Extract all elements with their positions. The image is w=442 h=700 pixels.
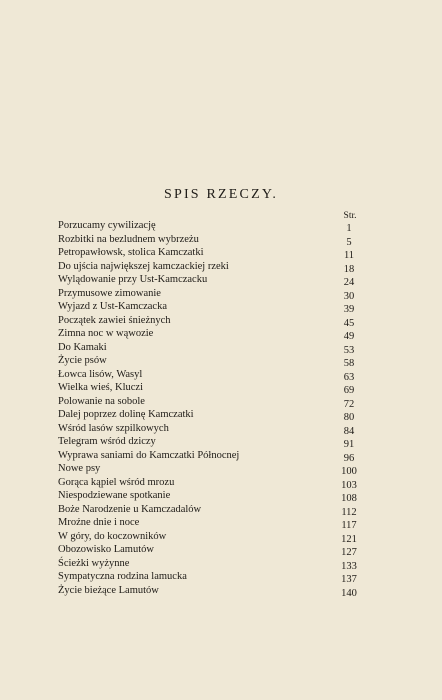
- toc-entry-title: Ścieżki wyżynne: [58, 557, 130, 569]
- toc-entry: [58, 273, 362, 287]
- toc-entry-title: Wylądowanie przy Ust-Kamczacku: [58, 274, 208, 285]
- toc-entry-title: Wyjazd z Ust-Kamczacka: [58, 301, 167, 312]
- toc-entry-page-number: 18: [343, 263, 355, 275]
- toc-entry-page-number: 133: [341, 560, 357, 572]
- toc-entry-title: Gorąca kąpiel wśród mrozu: [58, 476, 175, 488]
- toc-entry-page-number: 49: [343, 331, 355, 342]
- toc-entry-title: Sympatyczna rodzina lamucka: [58, 571, 187, 582]
- toc-entry-title: Do ujścia największej kamczackiej rzeki: [58, 260, 229, 272]
- toc-entry-title: Dalej poprzez dolinę Kamczatki: [58, 409, 194, 420]
- toc-entry-title: Zimna noc w wąwozie: [58, 328, 154, 339]
- toc-entry-page-number: 91: [343, 439, 355, 450]
- toc-entry-page-number: 140: [341, 587, 357, 599]
- toc-entry: [58, 584, 362, 598]
- toc-entry-page-number: 58: [343, 358, 355, 369]
- toc-entry: [58, 327, 362, 341]
- page-title: SPIS RZECZY.: [163, 187, 279, 202]
- toc-entry: [58, 476, 362, 490]
- toc-entry-page-number: 11: [343, 250, 355, 261]
- toc-entry: [58, 219, 362, 233]
- toc-entry: [58, 300, 362, 314]
- toc-entry-page-number: 127: [341, 547, 357, 558]
- toc-entry-title: W góry, do koczowników: [58, 530, 167, 542]
- toc-entry: [58, 368, 362, 382]
- toc-entry-page-number: 112: [341, 506, 357, 518]
- table-of-contents: [58, 219, 362, 597]
- toc-entry: [58, 489, 362, 503]
- toc-entry: [58, 381, 362, 395]
- toc-entry: [58, 557, 362, 571]
- toc-entry-page-number: 96: [343, 452, 355, 464]
- toc-entry-title: Polowanie na sobole: [58, 395, 145, 407]
- toc-entry-title: Rozbitki na bezludnem wybrzeżu: [58, 233, 199, 245]
- toc-entry: [58, 435, 362, 449]
- toc-entry-page-number: 117: [341, 520, 357, 531]
- toc-entry: [58, 449, 362, 463]
- toc-entry: [58, 287, 362, 301]
- toc-entry-title: Obozowisko Lamutów: [58, 544, 154, 555]
- toc-entry-title: Nowe psy: [58, 463, 101, 474]
- toc-entry-page-number: 30: [343, 290, 355, 302]
- toc-entry: [58, 260, 362, 274]
- toc-entry-page-number: 53: [343, 344, 355, 356]
- toc-entry-page-number: 137: [341, 574, 357, 585]
- toc-entry-page-number: 69: [343, 385, 355, 396]
- toc-entry-page-number: 121: [341, 533, 357, 545]
- toc-entry-page-number: 100: [341, 466, 357, 477]
- toc-entry-title: Do Kamaki: [58, 341, 107, 353]
- toc-entry-title: Porzucamy cywilizację: [58, 220, 156, 231]
- toc-entry: [58, 408, 362, 422]
- toc-entry-title: Łowca lisów, Wasyl: [58, 368, 143, 380]
- toc-entry-page-number: 63: [343, 371, 355, 383]
- toc-entry-title: Wyprawa saniami do Kamczatki Północnej: [58, 449, 240, 461]
- toc-entry-page-number: 24: [343, 277, 355, 288]
- toc-entry: [58, 462, 362, 476]
- page-column-header: Str.: [343, 211, 357, 221]
- toc-entry: [58, 354, 362, 368]
- toc-entry-title: Petropawłowsk, stolica Kamczatki: [58, 247, 204, 258]
- toc-entry-title: Początek zawiei śnieżnych: [58, 314, 171, 326]
- toc-entry: [58, 503, 362, 517]
- toc-entry-page-number: 39: [343, 304, 355, 315]
- toc-entry-title: Mroźne dnie i noce: [58, 517, 140, 528]
- toc-entry: [58, 314, 362, 328]
- toc-entry: [58, 543, 362, 557]
- toc-entry-title: Życie psów: [58, 355, 107, 366]
- toc-entry-page-number: 45: [343, 317, 355, 329]
- toc-entry: [58, 530, 362, 544]
- toc-entry: [58, 246, 362, 260]
- toc-entry-title: Telegram wśród dziczy: [58, 436, 156, 447]
- toc-entry-page-number: 84: [343, 425, 355, 437]
- toc-entry-title: Wielka wieś, Kluczi: [58, 382, 144, 393]
- toc-entry-title: Życie bieżące Lamutów: [58, 584, 159, 596]
- toc-entry-page-number: 5: [346, 236, 352, 248]
- toc-entry-page-number: 108: [341, 493, 357, 504]
- toc-entry: [58, 233, 362, 247]
- toc-entry-page-number: 1: [346, 223, 352, 234]
- toc-entry: [58, 341, 362, 355]
- toc-entry-page-number: 103: [341, 479, 357, 491]
- toc-entry-page-number: 80: [343, 412, 355, 423]
- toc-entry: [58, 570, 362, 584]
- toc-entry-title: Boże Narodzenie u Kamczadalów: [58, 503, 202, 515]
- toc-entry: [58, 516, 362, 530]
- toc-entry-title: Wśród lasów szpilkowych: [58, 422, 169, 434]
- toc-entry: [58, 395, 362, 409]
- toc-entry-title: Przymusowe zimowanie: [58, 287, 161, 299]
- toc-entry-title: Niespodziewane spotkanie: [58, 490, 171, 501]
- toc-entry-page-number: 72: [343, 398, 355, 410]
- toc-entry: [58, 422, 362, 436]
